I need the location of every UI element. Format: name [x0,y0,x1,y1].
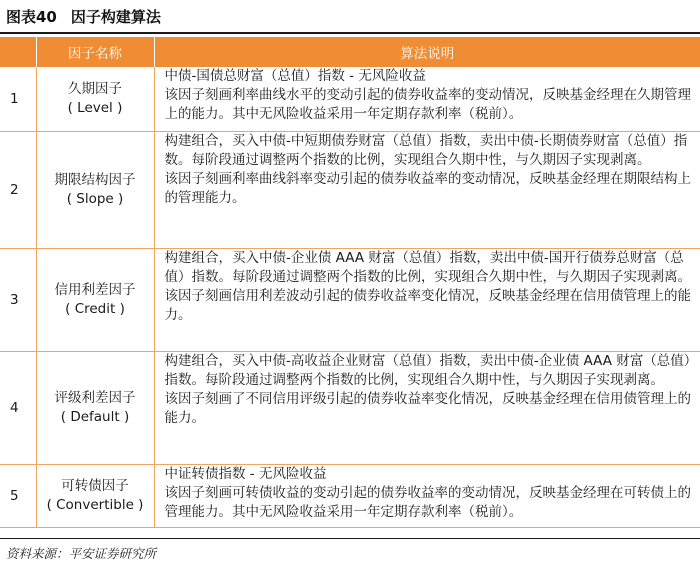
header-algorithm: 算法说明 [154,37,700,67]
table-row [0,249,700,352]
factor-description [154,132,700,249]
table-header-row [0,37,700,67]
source-note: 资料来源：平安证券研究所 [6,546,157,561]
description-line: 该因子刻画了不同信用评级引起的债券收益率变化情况，反映基金经理在信用债管理上的能力。 [164,391,691,426]
factor-description [154,249,700,352]
factor-name [36,465,154,528]
header-index [0,37,36,67]
factor-name-en: ( Default ) [60,409,130,425]
factor-name-en: ( Credit ) [65,301,125,317]
factor-name-en: ( Slope ) [66,191,124,207]
description-line: 中证转债指数 - 无风险收益 [164,466,327,482]
description-line: 构建组合，买入中债-高收益企业财富（总值）指数，卖出中债-企业债 AAA 财富（总值）指数。每阶段通过调整两个指数的比例，实现组合久期中性，与久期因子实现剥离。 [164,353,691,388]
table-row [0,465,700,528]
figure-title [6,6,161,27]
factor-name-en: ( Level ) [67,100,123,116]
description-line: 构建组合，买入中债-企业债 AAA 财富（总值）指数，卖出中债-国开行债券总财富（总值）指数。每阶段通过调整两个指数的比例，实现组合久期中性，与久期因子实现剥离。 [164,250,691,285]
description-line: 中债-国债总财富（总值）指数 - 无风险收益 [164,68,426,84]
row-number: 5 [0,465,36,528]
description-line: 该因子刻画利率曲线水平的变动引起的债券收益率的变动情况，反映基金经理在久期管理上的能力。其中无风险收益采用一年定期存款利率（税前）。 [164,87,691,122]
factor-description [154,67,700,132]
header-factor-name: 因子名称 [36,37,154,67]
factor-name-cn: 评级利差因子 [54,390,136,406]
factor-name-en: ( Convertible ) [46,497,144,513]
factor-name-cn: 信用利差因子 [54,282,136,298]
figure-caption: 因子构建算法 [70,8,161,26]
bottom-rule [0,538,700,539]
row-number: 1 [0,67,36,132]
factor-description [154,352,700,465]
table-row [0,67,700,132]
table-row [0,352,700,465]
factor-name [36,67,154,132]
description-line: 该因子刻画信用利差波动引起的债券收益率变化情况，反映基金经理在信用债管理上的能力。 [164,288,691,323]
factor-name [36,352,154,465]
factor-name-cn: 久期因子 [68,81,122,97]
factor-name-cn: 可转债因子 [61,478,129,494]
factor-name [36,132,154,249]
description-line: 该因子刻画利率曲线斜率变动引起的债券收益率的变动情况，反映基金经理在期限结构上的管理能力。 [164,171,691,206]
top-rule [0,32,700,34]
factor-table [0,37,700,528]
row-number: 4 [0,352,36,465]
row-number: 2 [0,132,36,249]
factor-name-cn: 期限结构因子 [54,172,136,188]
row-number: 3 [0,249,36,352]
factor-name [36,249,154,352]
description-line: 该因子刻画可转债收益的变动引起的债券收益率的变动情况，反映基金经理在可转债上的管理能力。其中无风险收益采用一年定期存款利率（税前）。 [164,485,691,520]
description-line: 构建组合，买入中债-中短期债券财富（总值）指数，卖出中债-长期债券财富（总值）指数。每阶段通过调整两个指数的比例，实现组合久期中性，与久期因子实现剥离。 [164,133,688,168]
figure-number: 图表40 [6,8,57,26]
factor-description [154,465,700,528]
table-row [0,132,700,249]
